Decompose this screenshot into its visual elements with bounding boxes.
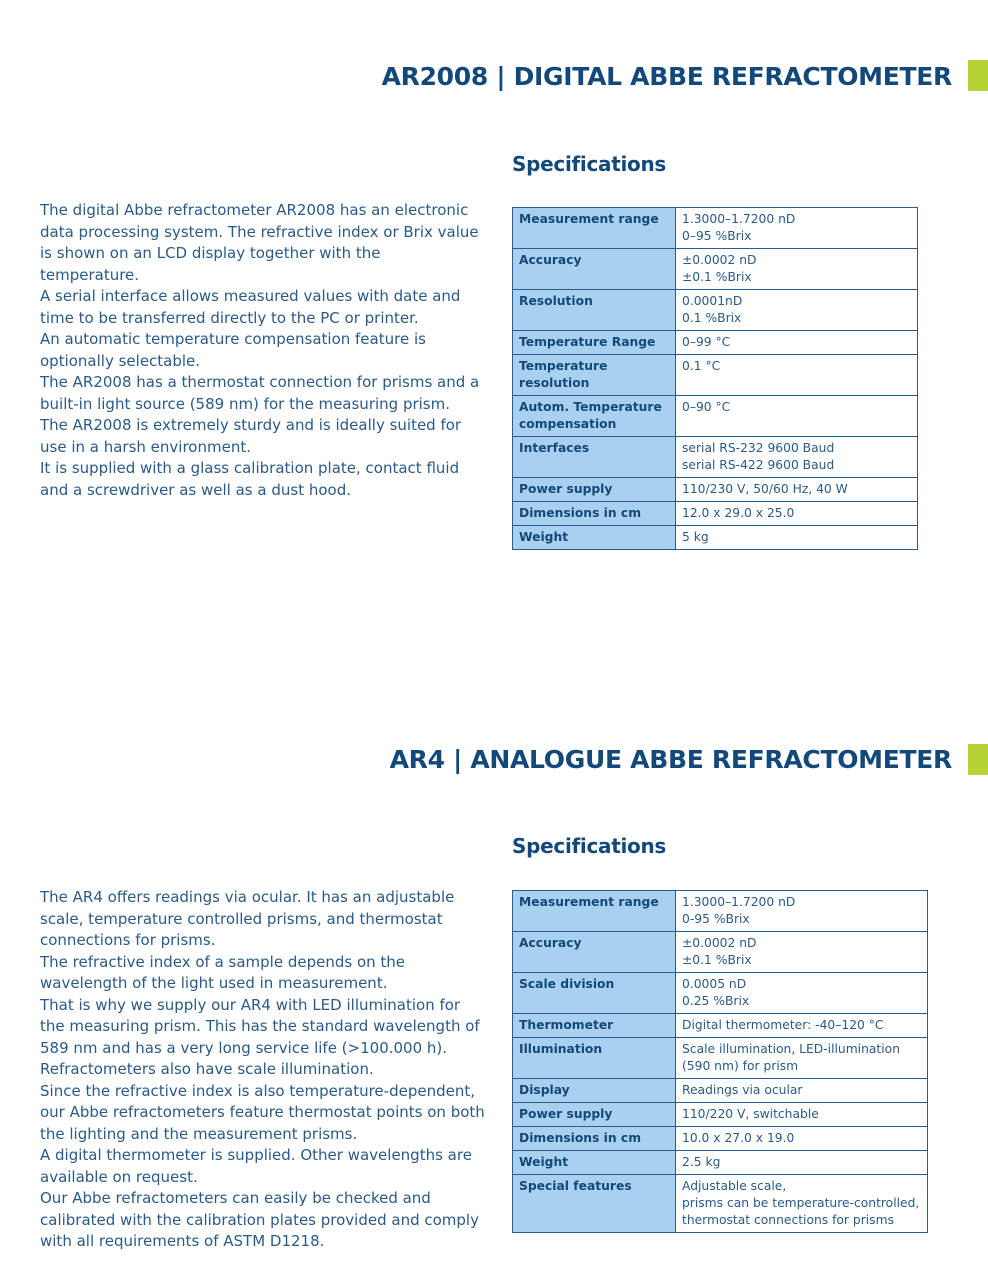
description-paragraph: A serial interface allows measured values with date and time to be transferred directly to the PC or printer. bbox=[40, 287, 461, 327]
spec-row bbox=[513, 526, 918, 550]
spec-value: 110/220 V, switchable bbox=[676, 1103, 928, 1127]
spec-label: Dimensions in cm bbox=[513, 1127, 676, 1151]
spec-label: Dimensions in cm bbox=[513, 502, 676, 526]
description-paragraph: The refractive index of a sample depends on the wavelength of the light used in measurement. bbox=[40, 952, 406, 992]
spec-label: Measurement range bbox=[513, 891, 676, 932]
spec-value: 110/230 V, 50/60 Hz, 40 W bbox=[676, 478, 918, 502]
spec-row bbox=[513, 1103, 928, 1127]
spec-row bbox=[513, 1151, 928, 1175]
spec-value: ±0.0002 nD ±0.1 %Brix bbox=[676, 932, 928, 973]
spec-value: serial RS-232 9600 Baud serial RS-422 9600 Baud bbox=[676, 437, 918, 478]
spec-row bbox=[513, 290, 918, 331]
spec-value: 1.3000–1.7200 nD 0–95 %Brix bbox=[676, 208, 918, 249]
spec-row bbox=[513, 396, 918, 437]
spec-label: Weight bbox=[513, 1151, 676, 1175]
ar2008-spec-heading: Specifications bbox=[512, 152, 667, 176]
spec-row bbox=[513, 932, 928, 973]
spec-value: 0.0001nD 0.1 %Brix bbox=[676, 290, 918, 331]
spec-row bbox=[513, 331, 918, 355]
accent-bar-ar2008 bbox=[968, 60, 988, 91]
spec-label: Measurement range bbox=[513, 208, 676, 249]
spec-value: 0–99 °C bbox=[676, 331, 918, 355]
description-paragraph: That is why we supply our AR4 with LED illumination for the measuring prism. This has the standard wavelength of 589 nm and has a very long service life (>100.000 h). Refractometers also have scale illumination. bbox=[40, 995, 480, 1078]
spec-row bbox=[513, 1038, 928, 1079]
spec-row bbox=[513, 249, 918, 290]
accent-bar-ar4 bbox=[968, 744, 988, 775]
spec-label: Resolution bbox=[513, 290, 676, 331]
spec-label: Accuracy bbox=[513, 932, 676, 973]
spec-row bbox=[513, 973, 928, 1014]
spec-value: 12.0 x 29.0 x 25.0 bbox=[676, 502, 918, 526]
spec-label: Thermometer bbox=[513, 1014, 676, 1038]
spec-label: Power supply bbox=[513, 478, 676, 502]
ar4-title: AR4 | ANALOGUE ABBE REFRACTOMETER bbox=[389, 745, 952, 774]
description-paragraph: The AR2008 is extremely sturdy and is ideally suited for use in a harsh environment. bbox=[40, 416, 462, 456]
spec-row bbox=[513, 1014, 928, 1038]
spec-value: Digital thermometer: -40–120 °C bbox=[676, 1014, 928, 1038]
spec-row bbox=[513, 208, 918, 249]
spec-label: Interfaces bbox=[513, 437, 676, 478]
spec-row bbox=[513, 1127, 928, 1151]
spec-row bbox=[513, 891, 928, 932]
description-paragraph: The digital Abbe refractometer AR2008 has an electronic data processing system. The refractive index or Brix value is shown on an LCD display together with the temperature. bbox=[40, 201, 479, 284]
spec-value: 1.3000–1.7200 nD 0-95 %Brix bbox=[676, 891, 928, 932]
ar4-spec-heading: Specifications bbox=[512, 834, 667, 858]
spec-label: Display bbox=[513, 1079, 676, 1103]
description-paragraph: The AR2008 has a thermostat connection for prisms and a built-in light source (589 nm) for the measuring prism. bbox=[40, 373, 480, 413]
spec-row bbox=[513, 502, 918, 526]
spec-label: Accuracy bbox=[513, 249, 676, 290]
spec-label: Temperature Range bbox=[513, 331, 676, 355]
spec-value: ±0.0002 nD ±0.1 %Brix bbox=[676, 249, 918, 290]
spec-value: Scale illumination, LED-illumination (590 nm) for prism bbox=[676, 1038, 928, 1079]
spec-label: Scale division bbox=[513, 973, 676, 1014]
spec-value: 10.0 x 27.0 x 19.0 bbox=[676, 1127, 928, 1151]
description-paragraph: It is supplied with a glass calibration plate, contact fluid and a screwdriver as well as a dust hood. bbox=[40, 459, 460, 499]
spec-value: 5 kg bbox=[676, 526, 918, 550]
description-paragraph: An automatic temperature compensation feature is optionally selectable. bbox=[40, 330, 426, 370]
description-paragraph: A digital thermometer is supplied. Other wavelengths are available on request. bbox=[40, 1146, 472, 1186]
spec-label: Power supply bbox=[513, 1103, 676, 1127]
ar2008-description bbox=[40, 200, 480, 501]
spec-label: Weight bbox=[513, 526, 676, 550]
spec-value: 2.5 kg bbox=[676, 1151, 928, 1175]
spec-value: 0.1 °C bbox=[676, 355, 918, 396]
spec-label: Temperature resolution bbox=[513, 355, 676, 396]
spec-row bbox=[513, 1175, 928, 1233]
spec-value: Adjustable scale, prisms can be temperature-controlled, thermostat connections for prisms bbox=[676, 1175, 928, 1233]
ar4-spec-table bbox=[512, 890, 928, 1233]
ar4-description bbox=[40, 887, 485, 1253]
spec-value: Readings via ocular bbox=[676, 1079, 928, 1103]
description-paragraph: Since the refractive index is also temperature-dependent, our Abbe refractometers feature thermostat points on both the lighting and the measurement prisms. bbox=[40, 1081, 485, 1143]
description-paragraph: Our Abbe refractometers can easily be checked and calibrated with the calibration plates provided and comply with all requirements of ASTM D1218. bbox=[40, 1189, 479, 1250]
spec-label: Illumination bbox=[513, 1038, 676, 1079]
spec-value: 0–90 °C bbox=[676, 396, 918, 437]
spec-row bbox=[513, 478, 918, 502]
description-paragraph: The AR4 offers readings via ocular. It has an adjustable scale, temperature controlled prisms, and thermostat connections for prisms. bbox=[40, 888, 455, 949]
spec-row bbox=[513, 1079, 928, 1103]
ar2008-spec-table bbox=[512, 207, 918, 550]
spec-label: Special features bbox=[513, 1175, 676, 1233]
spec-row bbox=[513, 355, 918, 396]
spec-row bbox=[513, 437, 918, 478]
spec-value: 0.0005 nD 0.25 %Brix bbox=[676, 973, 928, 1014]
spec-label: Autom. Temperature compensation bbox=[513, 396, 676, 437]
ar2008-title: AR2008 | DIGITAL ABBE REFRACTOMETER bbox=[381, 62, 952, 91]
